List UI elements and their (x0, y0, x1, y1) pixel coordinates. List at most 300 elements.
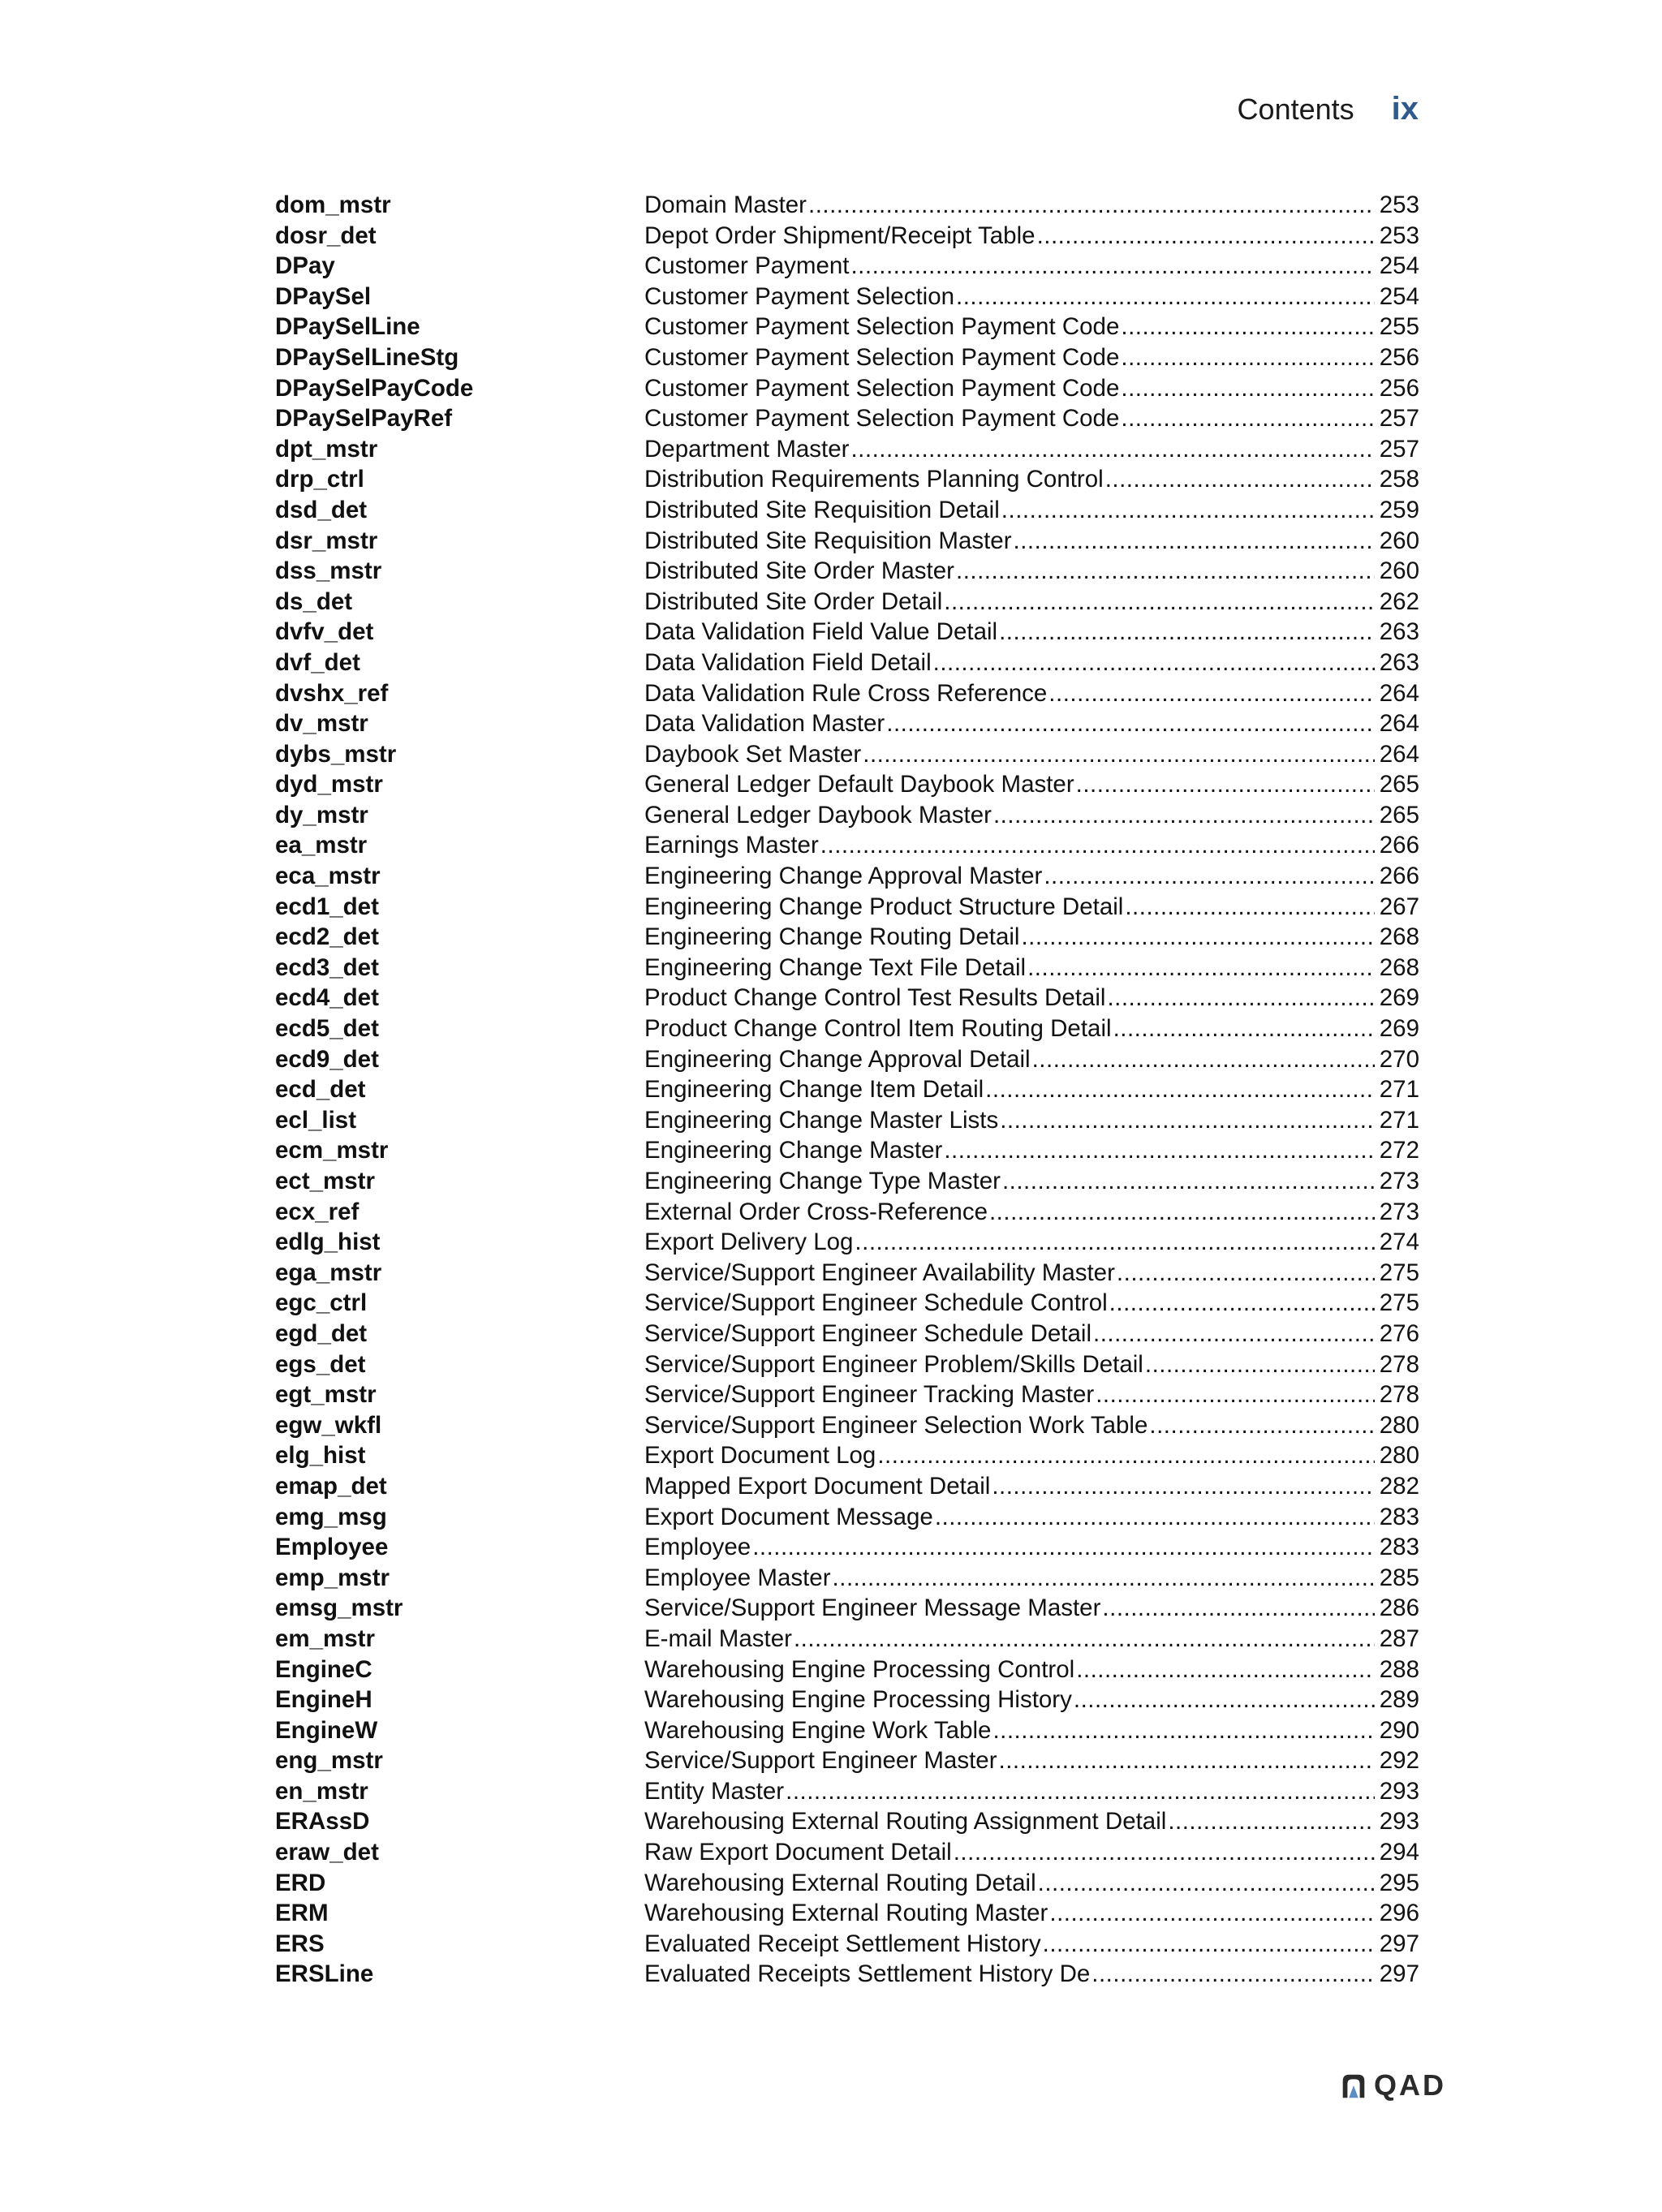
toc-entry-description (644, 708, 1419, 739)
toc-dot-leader (1038, 1868, 1375, 1899)
toc-dot-leader (935, 1502, 1375, 1533)
toc-entry-title: Engineering Change Master (644, 1137, 943, 1164)
toc-entry-description (644, 1868, 1419, 1899)
toc-entry-title: Data Validation Master (644, 710, 885, 738)
toc-entry-code: eraw_det (275, 1839, 379, 1866)
toc-dot-leader (1037, 221, 1375, 252)
toc-entry-description (644, 1074, 1419, 1105)
toc-entry-code: edlg_hist (275, 1229, 381, 1256)
toc-dot-leader (820, 830, 1375, 861)
toc-entry-title: Export Document Log (644, 1442, 876, 1470)
toc-entry-page: 273 (1379, 1168, 1419, 1194)
toc-dot-leader (954, 1837, 1375, 1868)
toc-entry-code: dpt_mstr (275, 435, 378, 463)
toc-entry[interactable] (275, 1319, 1419, 1349)
toc-entry-title: Service/Support Engineer Message Master (644, 1594, 1101, 1622)
toc-entry-page: 276 (1379, 1319, 1419, 1347)
toc-entry-page: 278 (1379, 1381, 1419, 1409)
toc-entry-code: ecd5_det (275, 1015, 379, 1043)
toc-dot-leader (1102, 1593, 1374, 1624)
toc-entry-description (644, 1959, 1419, 1990)
toc-entry-page: 272 (1379, 1137, 1419, 1164)
toc-entry[interactable] (275, 1105, 1419, 1136)
toc-entry[interactable] (275, 1197, 1419, 1228)
toc-entry-code: ERS (275, 1930, 325, 1957)
toc-entry-description (644, 373, 1419, 404)
toc-entry[interactable] (275, 587, 1419, 618)
toc-entry-description (644, 1288, 1419, 1319)
toc-entry[interactable] (275, 983, 1419, 1013)
toc-entry-title: Customer Payment (644, 252, 850, 280)
toc-entry-title: Earnings Master (644, 832, 819, 859)
toc-entry-page: 275 (1379, 1259, 1419, 1286)
toc-entry-page: 270 (1379, 1045, 1419, 1073)
toc-entry-page: 253 (1379, 192, 1419, 218)
toc-dot-leader (808, 190, 1375, 221)
toc-entry-page: 255 (1379, 313, 1419, 341)
toc-entry-title: Warehousing Engine Processing History (644, 1686, 1072, 1714)
toc-entry-page: 285 (1379, 1564, 1419, 1591)
toc-entry-title: Entity Master (644, 1777, 785, 1805)
toc-entry-page: 260 (1379, 527, 1419, 554)
toc-entry-description (644, 526, 1419, 557)
toc-dot-leader (1113, 1013, 1375, 1044)
toc-entry-code: en_mstr (275, 1777, 368, 1805)
toc-entry-code: ds_det (275, 587, 353, 615)
toc-entry-title: Distributed Site Order Master (644, 557, 954, 585)
toc-entry[interactable] (275, 251, 1419, 282)
toc-dot-leader (1125, 892, 1374, 923)
toc-dot-leader (1109, 1288, 1375, 1319)
toc-entry-description (644, 1013, 1419, 1044)
toc-entry-title: Customer Payment Selection (644, 282, 955, 310)
toc-entry-code: EngineC (275, 1655, 372, 1683)
toc-entry[interactable] (275, 1166, 1419, 1197)
toc-entry[interactable] (275, 1868, 1419, 1899)
toc-entry[interactable] (275, 1806, 1419, 1837)
toc-entry-code: DPaySelPayRef (275, 405, 453, 433)
toc-entry-description (644, 1197, 1419, 1228)
toc-entry-page: 264 (1379, 740, 1419, 768)
page-header (1238, 91, 1419, 127)
toc-entry-description (644, 251, 1419, 282)
toc-entry-title: Customer Payment Selection Payment Code (644, 374, 1120, 402)
toc-dot-leader (999, 1745, 1375, 1776)
toc-entry-page: 265 (1379, 801, 1419, 828)
toc-entry[interactable] (275, 464, 1419, 495)
toc-dot-leader (1093, 1319, 1375, 1349)
toc-entry-description (644, 1655, 1419, 1685)
toc-dot-leader (999, 617, 1375, 648)
toc-entry-title: Product Change Control Test Results Detail (644, 984, 1106, 1012)
toc-entry-code: em_mstr (275, 1625, 375, 1652)
toc-entry-page: 292 (1379, 1747, 1419, 1775)
toc-entry-page: 257 (1379, 435, 1419, 463)
toc-entry-code: egw_wkfl (275, 1411, 382, 1439)
toc-entry-title: General Ledger Daybook Master (644, 801, 992, 828)
toc-entry-title: Service/Support Engineer Problem/Skills Detail (644, 1350, 1143, 1378)
toc-entry-page: 280 (1379, 1411, 1419, 1439)
toc-entry[interactable] (275, 1379, 1419, 1410)
toc-entry-title: Service/Support Engineer Schedule Detail (644, 1319, 1091, 1347)
toc-entry-code: eca_mstr (275, 863, 381, 890)
toc-entry-code: dom_mstr (275, 192, 391, 218)
toc-entry-description (644, 1410, 1419, 1441)
toc-entry-title: Distribution Requirements Planning Control (644, 466, 1104, 493)
toc-entry[interactable] (275, 1471, 1419, 1502)
toc-entry[interactable] (275, 861, 1419, 892)
toc-entry[interactable] (275, 434, 1419, 465)
toc-entry-title: Warehousing External Routing Master (644, 1900, 1048, 1927)
toc-entry-title: Export Document Message (644, 1503, 933, 1530)
toc-entry-title: Engineering Change Text File Detail (644, 953, 1027, 981)
toc-entry-code: dv_mstr (275, 710, 368, 738)
toc-dot-leader (1168, 1806, 1374, 1837)
toc-entry-description (644, 1044, 1419, 1075)
toc-entry-title: Service/Support Engineer Tracking Master (644, 1381, 1095, 1409)
toc-dot-leader (1121, 373, 1374, 404)
toc-entry[interactable] (275, 800, 1419, 831)
toc-entry-page: 256 (1379, 343, 1419, 371)
toc-entry[interactable] (275, 1440, 1419, 1471)
toc-entry-description (644, 739, 1419, 770)
toc-entry[interactable] (275, 648, 1419, 678)
toc-entry[interactable] (275, 769, 1419, 800)
toc-entry-code: ERM (275, 1900, 329, 1927)
toc-entry[interactable] (275, 1776, 1419, 1807)
toc-entry-code: drp_ctrl (275, 466, 364, 493)
toc-entry-code: ecd_det (275, 1076, 366, 1104)
toc-entry-code: elg_hist (275, 1442, 366, 1470)
toc-entry-description (644, 922, 1419, 953)
toc-entry[interactable] (275, 1745, 1419, 1776)
toc-dot-leader (1145, 1349, 1375, 1380)
toc-entry-page: 269 (1379, 984, 1419, 1012)
toc-entry-description (644, 1135, 1419, 1166)
toc-entry-page: 264 (1379, 679, 1419, 707)
toc-entry[interactable] (275, 922, 1419, 953)
toc-entry-page: 286 (1379, 1594, 1419, 1622)
toc-dot-leader (1043, 1929, 1375, 1960)
toc-entry-code: ecd4_det (275, 984, 379, 1012)
toc-entry-page: 297 (1379, 1930, 1419, 1957)
header-page-number: ix (1391, 91, 1419, 127)
toc-entry-page: 263 (1379, 648, 1419, 676)
toc-entry-page: 260 (1379, 557, 1419, 585)
toc-entry[interactable] (275, 221, 1419, 252)
toc-entry-description (644, 495, 1419, 526)
toc-entry-page: 293 (1379, 1777, 1419, 1805)
toc-entry-code: Employee (275, 1534, 389, 1561)
toc-entry-description (644, 312, 1419, 342)
toc-dot-leader (786, 1776, 1375, 1807)
toc-dot-leader (850, 251, 1374, 282)
toc-entry-page: 289 (1379, 1686, 1419, 1714)
toc-entry-description (644, 587, 1419, 618)
toc-entry-title: Domain Master (644, 192, 807, 218)
toc-entry-code: emsg_mstr (275, 1594, 403, 1622)
toc-entry-title: Engineering Change Approval Detail (644, 1045, 1031, 1073)
toc-entry[interactable] (275, 830, 1419, 861)
toc-entry-code: dvf_det (275, 648, 360, 676)
toc-entry[interactable] (275, 1624, 1419, 1655)
toc-entry-page: 283 (1379, 1503, 1419, 1530)
toc-entry-page: 264 (1379, 710, 1419, 738)
toc-dot-leader (1000, 1105, 1375, 1136)
toc-entry-code: ecd2_det (275, 923, 379, 951)
toc-entry-description (644, 1319, 1419, 1349)
toc-entry-description (644, 1624, 1419, 1655)
toc-entry[interactable] (275, 556, 1419, 587)
toc-dot-leader (1091, 1959, 1374, 1990)
toc-entry-page: 296 (1379, 1900, 1419, 1927)
toc-entry-title: External Order Cross-Reference (644, 1198, 988, 1225)
toc-entry-description (644, 892, 1419, 923)
toc-entry-title: Employee Master (644, 1564, 831, 1591)
toc-entry-title: Department Master (644, 435, 850, 463)
toc-entry-title: Service/Support Engineer Availability Master (644, 1259, 1115, 1286)
toc-entry-description (644, 1166, 1419, 1197)
toc-entry[interactable] (275, 1502, 1419, 1533)
toc-entry[interactable] (275, 708, 1419, 739)
toc-entry-code: ecl_list (275, 1106, 357, 1134)
toc-entry-page: 295 (1379, 1869, 1419, 1896)
toc-entry[interactable] (275, 892, 1419, 923)
toc-entry-description (644, 983, 1419, 1013)
toc-entry-description (644, 800, 1419, 831)
toc-entry-title: Export Delivery Log (644, 1229, 854, 1256)
toc-entry-code: ERSLine (275, 1960, 374, 1988)
toc-entry-code: dsd_det (275, 496, 368, 523)
toc-dot-leader (933, 648, 1375, 678)
toc-entry-title: Product Change Control Item Routing Detail (644, 1015, 1112, 1043)
toc-entry-code: EngineW (275, 1716, 378, 1744)
toc-entry-page: 274 (1379, 1229, 1419, 1256)
toc-dot-leader (1002, 1166, 1375, 1197)
toc-entry[interactable] (275, 1227, 1419, 1258)
toc-entry-description (644, 1440, 1419, 1471)
toc-entry-description (644, 1929, 1419, 1960)
toc-entry[interactable] (275, 1593, 1419, 1624)
toc-entry[interactable] (275, 190, 1419, 221)
toc-entry[interactable] (275, 1685, 1419, 1715)
toc-entry-code: eng_mstr (275, 1747, 383, 1775)
toc-dot-leader (1044, 861, 1374, 892)
toc-entry[interactable] (275, 1349, 1419, 1380)
toc-entry[interactable] (275, 739, 1419, 770)
toc-list (275, 190, 1419, 1990)
toc-entry-code: dyd_mstr (275, 771, 383, 798)
toc-entry-title: Warehousing Engine Work Table (644, 1716, 992, 1744)
toc-dot-leader (833, 1563, 1375, 1594)
toc-entry[interactable] (275, 1532, 1419, 1563)
toc-entry-description (644, 1349, 1419, 1380)
toc-entry[interactable] (275, 1959, 1419, 1990)
toc-entry-code: egc_ctrl (275, 1289, 368, 1317)
toc-entry[interactable] (275, 495, 1419, 526)
toc-entry-title: Data Validation Field Detail (644, 648, 932, 676)
toc-entry-code: ecd3_det (275, 953, 379, 981)
toc-entry-title: Distributed Site Requisition Detail (644, 496, 1000, 523)
toc-entry-page: 254 (1379, 282, 1419, 310)
toc-entry-code: ect_mstr (275, 1168, 375, 1194)
toc-entry[interactable] (275, 403, 1419, 434)
toc-entry-page: 265 (1379, 771, 1419, 798)
toc-dot-leader (1021, 922, 1374, 953)
toc-dot-leader (1149, 1410, 1374, 1441)
toc-entry-page: 269 (1379, 1015, 1419, 1043)
toc-dot-leader (944, 1135, 1374, 1166)
toc-entry-title: Evaluated Receipts Settlement History De (644, 1960, 1091, 1988)
toc-entry-description (644, 1898, 1419, 1929)
toc-entry-title: Engineering Change Approval Master (644, 863, 1043, 890)
toc-entry[interactable] (275, 953, 1419, 983)
toc-entry-description (644, 769, 1419, 800)
toc-entry-code: DPaySelPayCode (275, 374, 474, 402)
toc-entry-code: dvshx_ref (275, 679, 389, 707)
toc-entry-page: 259 (1379, 496, 1419, 523)
toc-entry-page: 288 (1379, 1655, 1419, 1683)
toc-entry-page: 275 (1379, 1289, 1419, 1317)
toc-dot-leader (1121, 342, 1374, 373)
toc-entry[interactable] (275, 373, 1419, 404)
toc-entry-description (644, 464, 1419, 495)
toc-dot-leader (1014, 526, 1375, 557)
toc-entry-code: dy_mstr (275, 801, 368, 828)
toc-entry-code: ERAssD (275, 1808, 370, 1835)
toc-entry-page: 257 (1379, 405, 1419, 433)
toc-dot-leader (985, 1074, 1375, 1105)
toc-dot-leader (993, 800, 1375, 831)
toc-entry-code: ecm_mstr (275, 1137, 389, 1164)
toc-dot-leader (1001, 495, 1375, 526)
toc-entry-code: ecd9_det (275, 1045, 379, 1073)
toc-entry-description (644, 830, 1419, 861)
toc-entry-code: dvfv_det (275, 618, 374, 646)
toc-entry[interactable] (275, 1135, 1419, 1166)
toc-entry-page: 271 (1379, 1106, 1419, 1134)
toc-entry-description (644, 861, 1419, 892)
toc-dot-leader (886, 708, 1375, 739)
toc-entry-page: 267 (1379, 893, 1419, 920)
toc-entry-description (644, 617, 1419, 648)
logo-text: QAD (1374, 2068, 1446, 2102)
toc-entry-page: 268 (1379, 953, 1419, 981)
toc-entry-page: 253 (1379, 222, 1419, 249)
toc-entry-title: Engineering Change Master Lists (644, 1106, 999, 1134)
toc-entry-code: ega_mstr (275, 1259, 382, 1286)
toc-entry-title: Warehousing External Routing Assignment Detail (644, 1808, 1167, 1835)
toc-entry[interactable] (275, 1715, 1419, 1746)
toc-entry-title: Engineering Change Routing Detail (644, 923, 1020, 951)
toc-dot-leader (1117, 1258, 1375, 1289)
toc-entry-page: 293 (1379, 1808, 1419, 1835)
toc-entry[interactable] (275, 1013, 1419, 1044)
toc-entry-page: 290 (1379, 1716, 1419, 1744)
toc-entry-title: Evaluated Receipt Settlement History (644, 1930, 1041, 1957)
toc-entry-title: Customer Payment Selection Payment Code (644, 313, 1120, 341)
toc-entry[interactable] (275, 1563, 1419, 1594)
toc-entry[interactable] (275, 1410, 1419, 1441)
toc-dot-leader (1074, 1685, 1375, 1715)
toc-entry-page: 262 (1379, 587, 1419, 615)
toc-entry-description (644, 556, 1419, 587)
toc-entry-code: EngineH (275, 1686, 372, 1714)
toc-entry-title: Engineering Change Product Structure Detail (644, 893, 1124, 920)
toc-dot-leader (992, 1471, 1374, 1502)
toc-entry-description (644, 1776, 1419, 1807)
toc-entry-description (644, 1806, 1419, 1837)
toc-entry-description (644, 678, 1419, 709)
toc-entry-description (644, 1593, 1419, 1624)
toc-entry-title: Service/Support Engineer Selection Work Table (644, 1411, 1148, 1439)
toc-entry[interactable] (275, 1074, 1419, 1105)
toc-dot-leader (855, 1227, 1374, 1258)
toc-dot-leader (1076, 1655, 1375, 1685)
toc-entry-page: 280 (1379, 1442, 1419, 1470)
toc-dot-leader (850, 434, 1374, 465)
toc-entry-title: Warehousing External Routing Detail (644, 1869, 1036, 1896)
toc-entry[interactable] (275, 1898, 1419, 1929)
toc-entry[interactable] (275, 1655, 1419, 1685)
toc-dot-leader (863, 739, 1375, 770)
toc-entry-description (644, 342, 1419, 373)
toc-entry[interactable] (275, 1288, 1419, 1319)
toc-entry[interactable] (275, 526, 1419, 557)
toc-entry-description (644, 1105, 1419, 1136)
toc-entry[interactable] (275, 1929, 1419, 1960)
toc-entry-description (644, 1227, 1419, 1258)
toc-entry-title: Depot Order Shipment/Receipt Table (644, 222, 1036, 249)
toc-entry-code: emg_msg (275, 1503, 387, 1530)
toc-entry-description (644, 403, 1419, 434)
toc-dot-leader (956, 282, 1375, 312)
toc-entry[interactable] (275, 282, 1419, 312)
toc-entry[interactable] (275, 1837, 1419, 1868)
toc-entry-description (644, 1502, 1419, 1533)
toc-entry-title: Customer Payment Selection Payment Code (644, 405, 1120, 433)
toc-entry-code: ERD (275, 1869, 326, 1896)
toc-dot-leader (1121, 312, 1374, 342)
toc-dot-leader (1107, 983, 1374, 1013)
toc-entry-code: dosr_det (275, 222, 377, 249)
toc-entry-page: 258 (1379, 466, 1419, 493)
toc-entry-page: 294 (1379, 1839, 1419, 1866)
toc-entry-description (644, 1715, 1419, 1746)
toc-entry[interactable] (275, 617, 1419, 648)
toc-entry[interactable] (275, 678, 1419, 709)
toc-entry-page: 266 (1379, 863, 1419, 890)
toc-entry[interactable] (275, 342, 1419, 373)
toc-entry-page: 256 (1379, 374, 1419, 402)
toc-dot-leader (877, 1440, 1374, 1471)
toc-entry-title: Customer Payment Selection Payment Code (644, 343, 1120, 371)
toc-entry-description (644, 1532, 1419, 1563)
toc-entry-description (644, 1471, 1419, 1502)
toc-entry[interactable] (275, 1044, 1419, 1075)
toc-entry-title: Warehousing Engine Processing Control (644, 1655, 1075, 1683)
toc-entry[interactable] (275, 1258, 1419, 1289)
toc-entry-code: egd_det (275, 1319, 368, 1347)
toc-dot-leader (1048, 678, 1374, 709)
toc-entry-page: 263 (1379, 618, 1419, 646)
toc-entry-code: dsr_mstr (275, 527, 378, 554)
toc-dot-leader (1049, 1898, 1374, 1929)
toc-entry-page: 273 (1379, 1198, 1419, 1225)
toc-entry-title: Distributed Site Order Detail (644, 587, 943, 615)
toc-dot-leader (1032, 1044, 1375, 1075)
toc-entry[interactable] (275, 312, 1419, 342)
